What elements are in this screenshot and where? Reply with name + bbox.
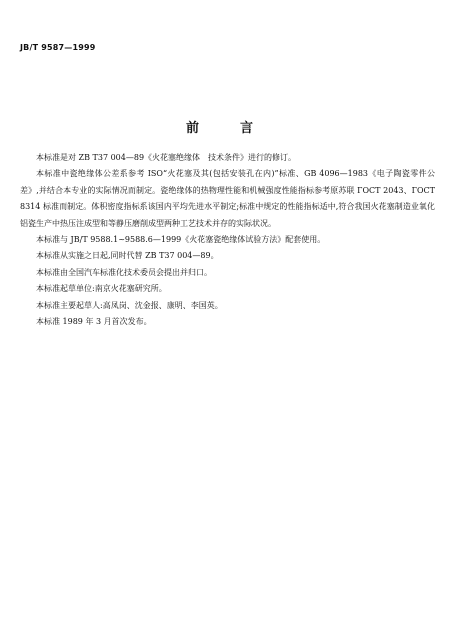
- page-title: 前 言: [185, 121, 267, 136]
- paragraph-references: 本标准中瓷绝缘体公差系参考 ISO“火花塞及其(包括安装孔在内)”标准、GB 4096—1983《电子陶瓷零件公差》,并结合本专业的实际情况而制定。瓷绝缘体的热物理性能和机械强度性能指标参考原苏联 ГОСТ 2043、ГОСТ 8314 标准而制定。体积密度指标系该国内平均先进水平制定;标准中规定的性能指标适中,符合我国火花塞制造业氧化铝瓷生产中热压注成型和等静压磨削成型两种工艺技术并存的实际状况。: [20, 169, 435, 228]
- standard-code: JB/T 9587—1999: [20, 43, 96, 52]
- paragraph-companion-standard: 本标准与 JB/T 9588.1~9588.6—1999《火花塞瓷绝缘体试验方法》配套使用。: [36, 235, 326, 245]
- paragraph-proposed-by: 本标准由全国汽车标准化技术委员会提出并归口。: [36, 267, 212, 277]
- paragraph-replacement: 本标准从实施之日起,同时代替 ZB T37 004—89。: [36, 251, 219, 261]
- paragraph-revision-note: 本标准是对 ZB T37 004—89《火花塞绝缘体 技术条件》进行的修订。: [36, 153, 297, 162]
- foreword-body: [20, 150, 435, 330]
- paragraph-first-issue: 本标准 1989 年 3 月首次发布。: [36, 317, 152, 327]
- paragraph-drafting-unit: 本标准起草单位:南京火花塞研究所。: [36, 284, 167, 294]
- paragraph-drafters: 本标准主要起草人:高凤岗、沈金报、康明、李国英。: [36, 300, 223, 310]
